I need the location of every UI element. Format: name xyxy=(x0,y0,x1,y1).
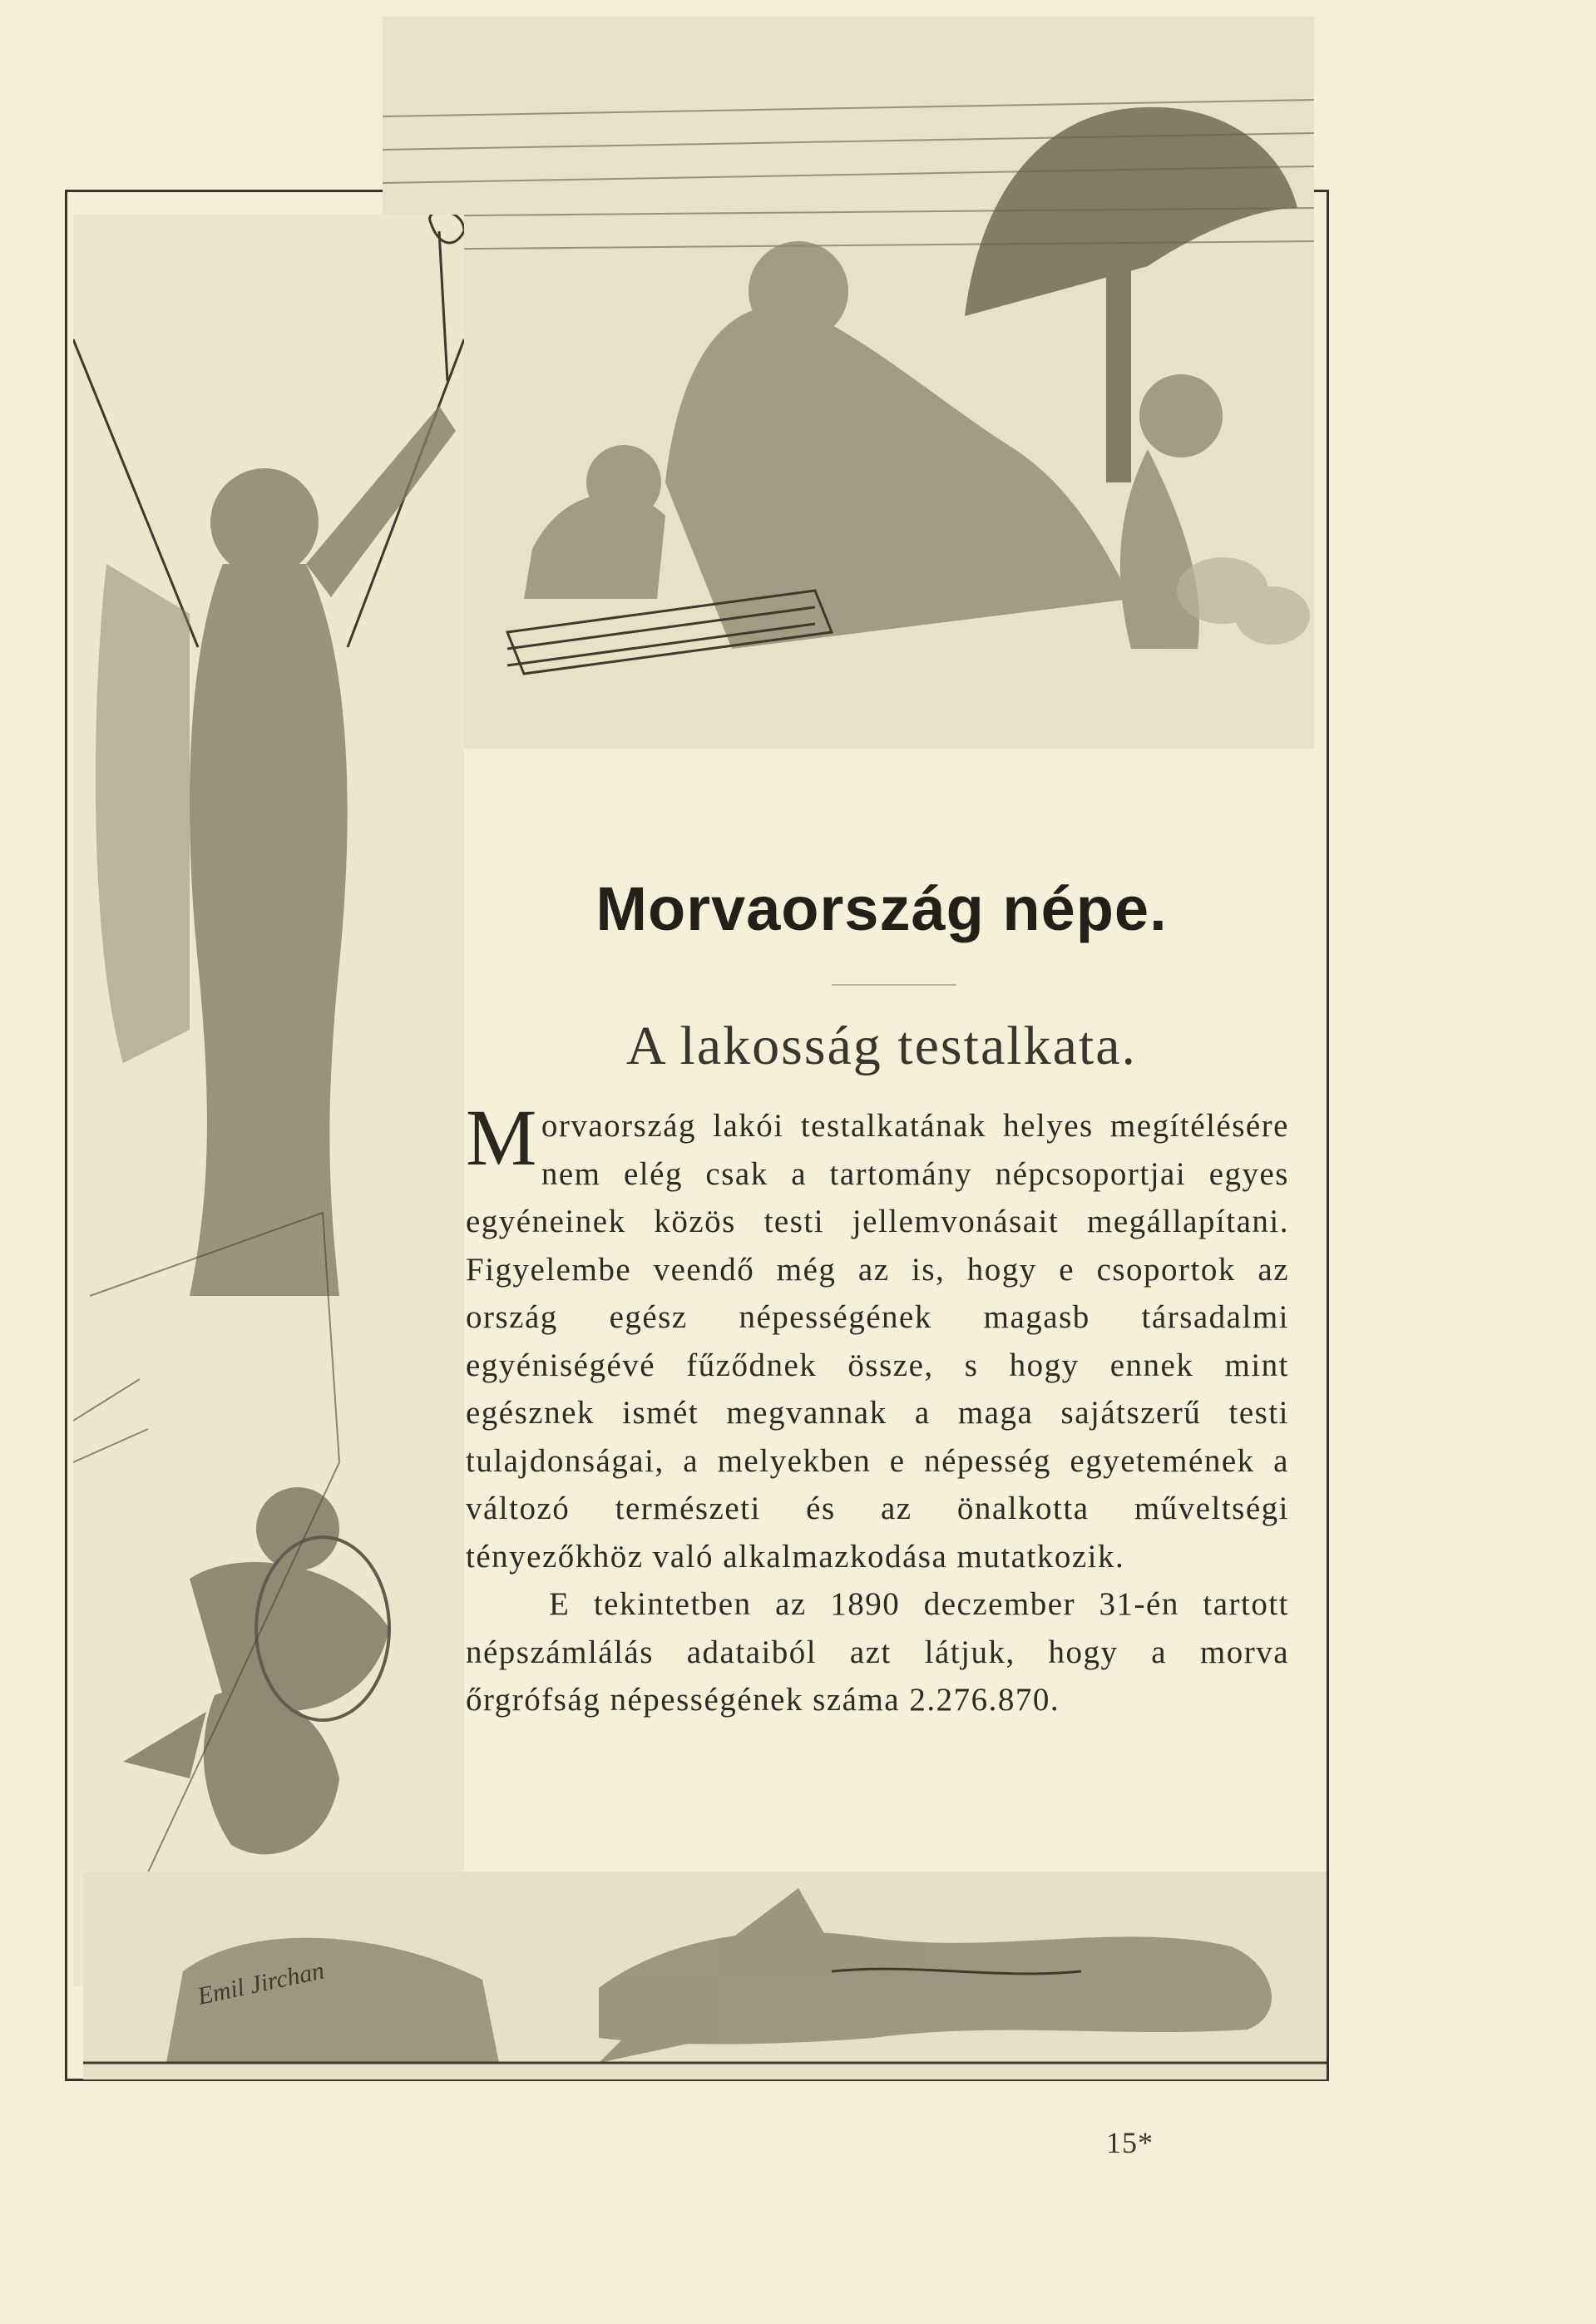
section-subtitle: A lakosság testalkata. xyxy=(625,1016,1138,1076)
artist-signature: Emil Jirchan xyxy=(195,1956,327,2010)
paragraph-2: E tekintetben az 1890 deczember 31-én tartott népszámlálás adataiból azt látjuk, hogy a morva őrgrófság népességének száma 2.276.870. xyxy=(466,1586,1289,1718)
paragraph-1 xyxy=(466,1093,1289,1580)
body-text xyxy=(466,1093,1289,1724)
top-allegorical-illustration xyxy=(383,17,1314,749)
title-divider xyxy=(832,984,956,986)
left-angel-and-cherubs-illustration xyxy=(73,215,464,1986)
page-number: 15* xyxy=(1106,2126,1154,2159)
paragraph-1-text: orvaország lakói testalkatának helyes megítélésére nem elég csak a tartomány népcsoportjai egyes egyéneinek közös testi jellemvonásait megállapítani. Figyelembe veendő még az is, hogy e csoportok az ország egész népességének magasb társadalmi egyéniségévé fűződnek össze, s hogy ennek mint egésznek ismét megvannak a maga sajátszerű testi tulajdonságai, a melyekben e népesség egyetemének a változó természeti és az önalkotta műveltségi tényezőkhöz való alkalmazkodása mutatkozik. xyxy=(466,1108,1289,1575)
page-title: Morvaország népe. xyxy=(595,874,1168,943)
bottom-dragon-illustration xyxy=(83,1872,1327,2079)
drop-cap: M xyxy=(466,1093,538,1182)
